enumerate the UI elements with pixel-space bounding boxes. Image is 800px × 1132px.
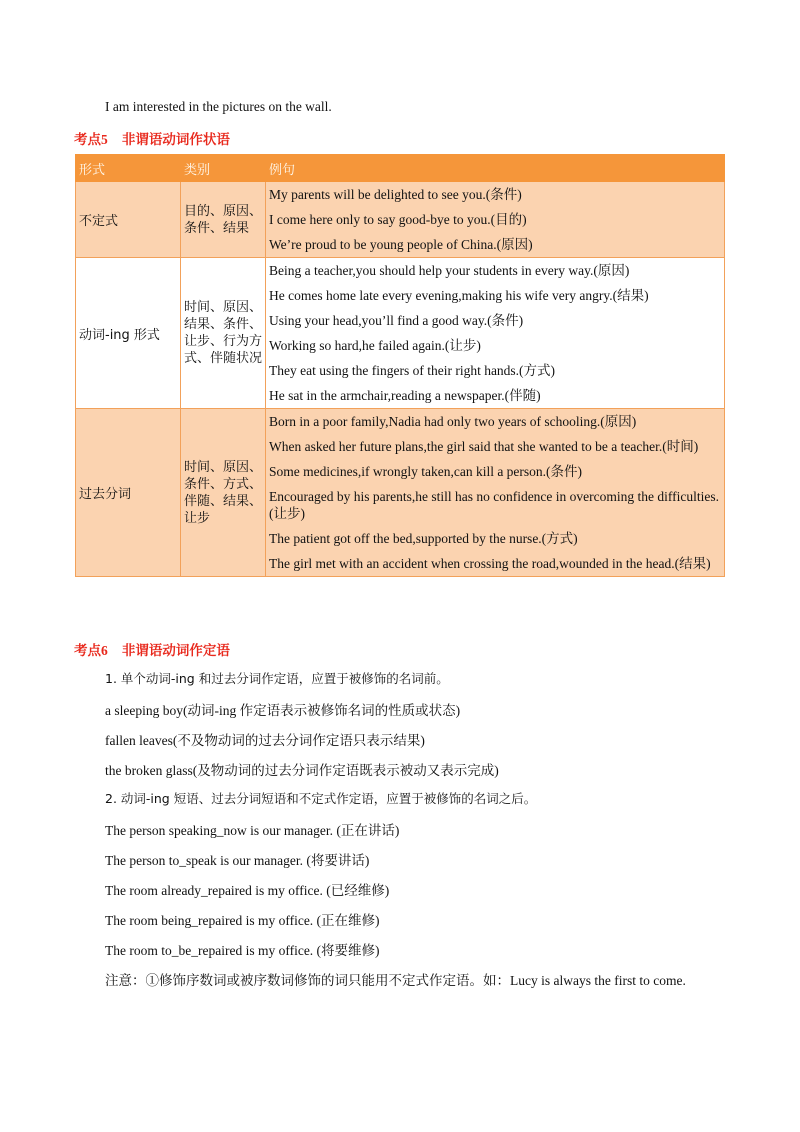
example-sentence: Being a teacher,you should help your students in every way.(原因): [269, 263, 630, 278]
table-header-row: [76, 155, 725, 182]
example-line: fallen leaves(不及物动词的过去分词作定语只表示结果): [105, 733, 425, 748]
example-sentence: He comes home late every evening,making his wife very angry.(结果): [269, 288, 649, 303]
table-row: [76, 258, 725, 409]
example-sentence: My parents will be delighted to see you.(条件): [269, 187, 522, 202]
intro-sentence: I am interested in the pictures on the wall.: [105, 99, 332, 114]
section5-number: 考点5: [74, 132, 108, 147]
category-cell: 时间、原因、结果、条件、让步、行为方式、伴随状况: [181, 258, 266, 409]
example-line: The person to_speak is our manager. (将要讲话): [105, 853, 370, 868]
example-line: The person speaking_now is our manager. (正在讲话): [105, 823, 400, 838]
adverbial-table: [75, 154, 725, 577]
table-row: [76, 182, 725, 258]
section5-heading: [74, 128, 230, 148]
rule-2: 2. 动词-ing 短语、过去分词短语和不定式作定语，应置于被修饰的名词之后。: [105, 791, 537, 806]
table-row: [76, 409, 725, 577]
example-sentence: When asked her future plans,the girl said that she wanted to be a teacher.(时间): [269, 439, 699, 454]
examples-cell: [266, 182, 725, 258]
example-sentence: The patient got off the bed,supported by the nurse.(方式): [269, 531, 578, 546]
header-category: 类别: [181, 155, 266, 182]
example-line: The room to_be_repaired is my office. (将要维修): [105, 943, 380, 958]
example-line: The room being_repaired is my office. (正在维修): [105, 913, 380, 928]
example-line: a sleeping boy(动词-ing 作定语表示被修饰名词的性质或状态): [105, 703, 461, 718]
category-cell: 目的、原因、条件、结果: [181, 182, 266, 258]
form-cell: 不定式: [76, 182, 181, 258]
rule-1: 1. 单个动词-ing 和过去分词作定语，应置于被修饰的名词前。: [105, 671, 449, 686]
example-sentence: Encouraged by his parents,he still has no confidence in overcoming the difficulties.(让步): [269, 489, 720, 521]
example-sentence: Some medicines,if wrongly taken,can kill a person.(条件): [269, 464, 583, 479]
category-cell: 时间、原因、条件、方式、伴随、结果、让步: [181, 409, 266, 577]
example-line: the broken glass(及物动词的过去分词作定语既表示被动又表示完成): [105, 763, 499, 778]
example-sentence: Working so hard,he failed again.(让步): [269, 338, 481, 353]
example-sentence: They eat using the fingers of their right hands.(方式): [269, 363, 556, 378]
section5-title: 非谓语动词作状语: [121, 132, 230, 148]
example-sentence: He sat in the armchair,reading a newspaper.(伴随): [269, 388, 541, 403]
example-sentence: Using your head,you’ll find a good way.(条件): [269, 313, 524, 328]
example-line: The room already_repaired is my office. (已经维修): [105, 883, 390, 898]
example-sentence: I come here only to say good-bye to you.(目的): [269, 212, 527, 227]
example-sentence: Born in a poor family,Nadia had only two years of schooling.(原因): [269, 414, 637, 429]
header-example: 例句: [266, 155, 725, 182]
example-sentence: The girl met with an accident when crossing the road,wounded in the head.(结果): [269, 556, 711, 571]
example-sentence: We’re proud to be young people of China.(原因): [269, 237, 533, 252]
header-form: 形式: [76, 155, 181, 182]
section6-number: 考点6: [74, 643, 108, 658]
form-cell: 动词-ing 形式: [76, 258, 181, 409]
examples-cell: [266, 409, 725, 577]
form-cell: 过去分词: [76, 409, 181, 577]
examples-cell: [266, 258, 725, 409]
section6-heading: [74, 639, 230, 659]
section6-title: 非谓语动词作定语: [121, 643, 230, 659]
note-line: 注意：①修饰序数词或被序数词修饰的词只能用不定式作定语。如：Lucy is always the first to come.: [105, 973, 686, 988]
